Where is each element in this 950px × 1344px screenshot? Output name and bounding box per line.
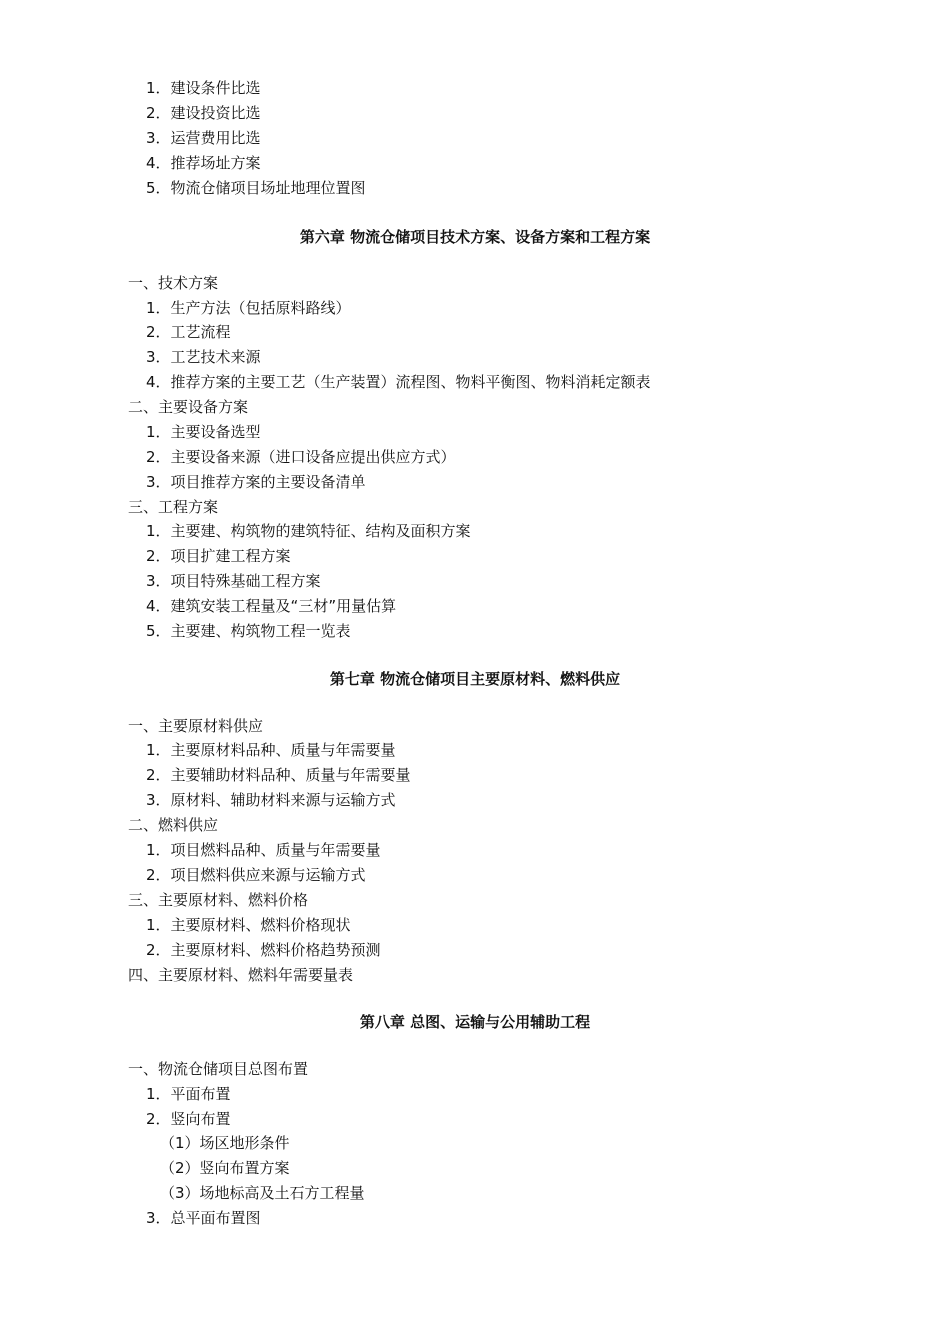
list-item: 3．工艺技术来源 (146, 348, 261, 366)
sub-list-item: （3）场地标高及土石方工程量 (160, 1184, 365, 1202)
list-item: 2．项目燃料供应来源与运输方式 (146, 866, 366, 884)
list-item: 1．主要原材料、燃料价格现状 (146, 916, 351, 934)
list-item: 1．主要设备选型 (146, 423, 261, 441)
list-item: 2．建设投资比选 (146, 104, 261, 122)
list-item: 1．平面布置 (146, 1085, 231, 1103)
section-heading: 一、技术方案 (128, 274, 219, 292)
list-item: 5．物流仓储项目场址地理位置图 (146, 179, 366, 197)
list-item: 1．建设条件比选 (146, 79, 261, 97)
section-heading: 三、主要原材料、燃料价格 (128, 891, 309, 909)
list-item: 2．竖向布置 (146, 1110, 231, 1128)
chapter-title-7: 第七章 物流仓储项目主要原材料、燃料供应 (329, 670, 621, 688)
section-heading: 二、燃料供应 (128, 816, 219, 834)
chapter-title-6: 第六章 物流仓储项目技术方案、设备方案和工程方案 (299, 228, 651, 246)
list-item: 1．主要建、构筑物的建筑特征、结构及面积方案 (146, 522, 471, 540)
list-item: 3．项目推荐方案的主要设备清单 (146, 473, 366, 491)
section-heading: 四、主要原材料、燃料年需要量表 (128, 966, 354, 984)
chapter-title-8: 第八章 总图、运输与公用辅助工程 (359, 1013, 591, 1031)
list-item: 1．主要原材料品种、质量与年需要量 (146, 741, 396, 759)
list-item: 3．总平面布置图 (146, 1209, 261, 1227)
list-item: 3．运营费用比选 (146, 129, 261, 147)
list-item: 2．工艺流程 (146, 323, 231, 341)
list-item: 4．推荐方案的主要工艺（生产装置）流程图、物料平衡图、物料消耗定额表 (146, 373, 651, 391)
sub-list-item: （1）场区地形条件 (160, 1134, 290, 1152)
section-heading: 一、主要原材料供应 (128, 717, 264, 735)
list-item: 3．原材料、辅助材料来源与运输方式 (146, 791, 396, 809)
list-item: 4．建筑安装工程量及“三材”用量估算 (146, 597, 397, 615)
list-item: 5．主要建、构筑物工程一览表 (146, 622, 351, 640)
list-item: 2．主要设备来源（进口设备应提出供应方式） (146, 448, 456, 466)
list-item: 4．推荐场址方案 (146, 154, 261, 172)
sub-list-item: （2）竖向布置方案 (160, 1159, 290, 1177)
section-heading: 三、工程方案 (128, 498, 219, 516)
list-item: 3．项目特殊基础工程方案 (146, 572, 321, 590)
section-heading: 一、物流仓储项目总图布置 (128, 1060, 309, 1078)
list-item: 2．项目扩建工程方案 (146, 547, 291, 565)
section-heading: 二、主要设备方案 (128, 398, 249, 416)
list-item: 1．项目燃料品种、质量与年需要量 (146, 841, 381, 859)
list-item: 2．主要辅助材料品种、质量与年需要量 (146, 766, 411, 784)
list-item: 1．生产方法（包括原料路线） (146, 299, 351, 317)
list-item: 2．主要原材料、燃料价格趋势预测 (146, 941, 381, 959)
